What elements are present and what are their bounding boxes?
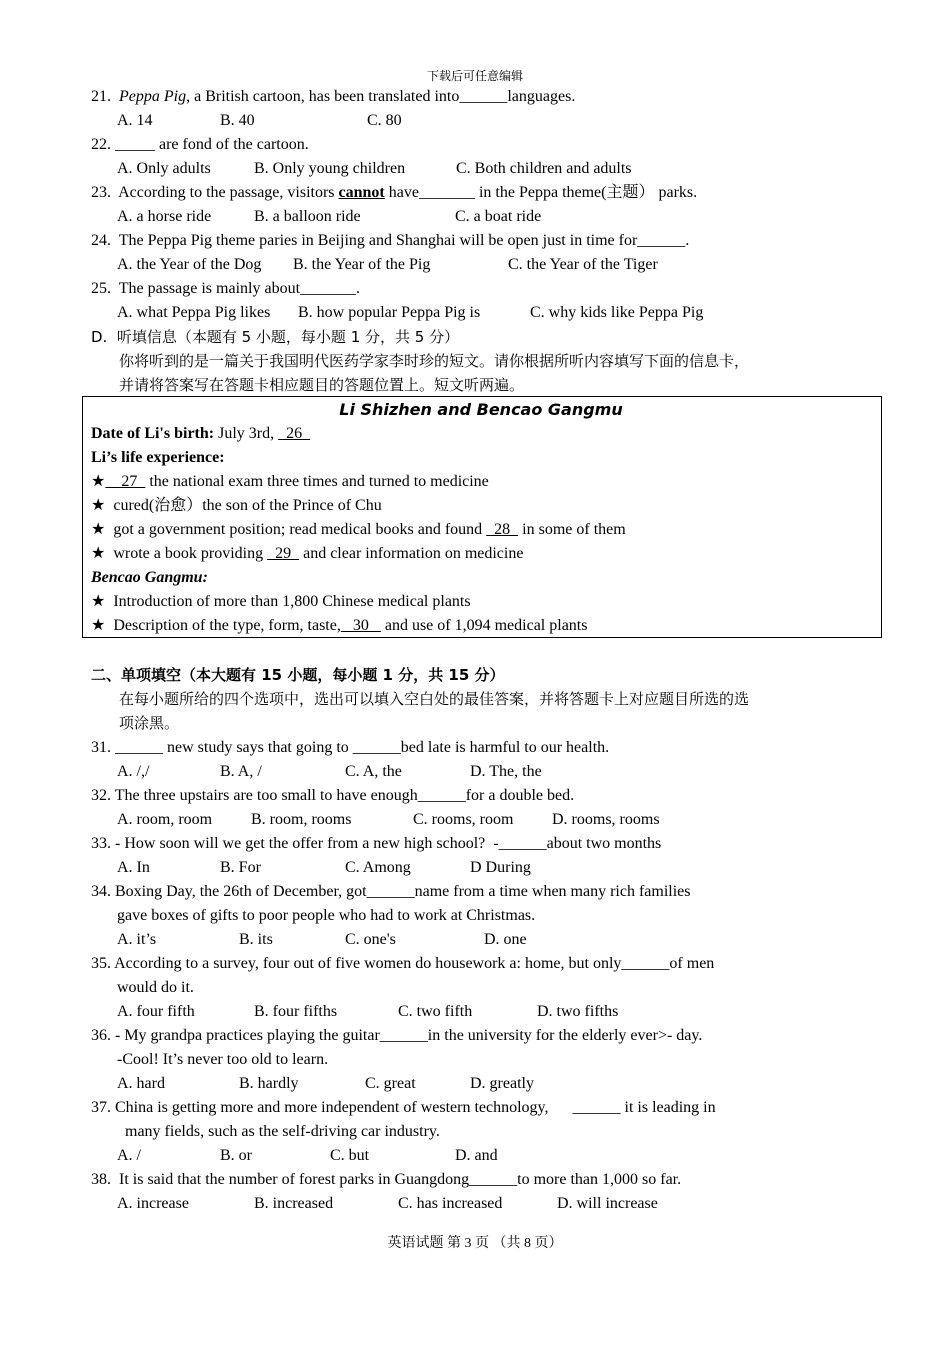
life-label: Li’s life experience: <box>91 449 225 466</box>
option: B. how popular Peppa Pig is <box>298 304 481 321</box>
question-25: 25. The passage is mainly about_______. <box>91 280 361 297</box>
option: A. 14 <box>117 112 153 129</box>
option: C. 80 <box>367 112 402 129</box>
option: A. In <box>117 859 150 876</box>
option: A. Only adults <box>117 160 211 177</box>
option: C. great <box>365 1075 416 1092</box>
book-row-2: ★ Description of the type, form, taste, 30 and use of 1,094 medical plants <box>91 617 588 634</box>
option: A. / <box>117 1147 141 1164</box>
question-33: 33. - How soon will we get the offer from a new high school? -______about two months <box>91 835 662 852</box>
blank-28: 28 <box>486 521 519 538</box>
option: A. hard <box>117 1075 165 1092</box>
section-d-instruction: 并请将答案写在答题卡相应题目的答题位置上。短文听两遍。 <box>119 376 525 394</box>
option: C. the Year of the Tiger <box>508 256 658 273</box>
header-note: 下载后可任意编辑 <box>426 69 523 83</box>
question-35: 35. According to a survey, four out of five women do housework a: home, but only______of men <box>91 955 715 972</box>
question-37: 37. China is getting more and more independent of western technology, ______ it is leading in <box>91 1099 716 1116</box>
question-23: 23. According to the passage, visitors cannot have_______ in the Peppa theme(主题） parks. <box>91 184 698 201</box>
question-21: 21. Peppa Pig, a British cartoon, has been translated into______languages. <box>91 88 576 105</box>
blank-30: 30 <box>340 617 381 634</box>
life-row-1: ★ 27 the national exam three times and turned to medicine <box>91 473 489 490</box>
option: B. room, rooms <box>251 811 352 828</box>
option: B. A, / <box>220 763 262 780</box>
question-34-cont: gave boxes of gifts to poor people who had to work at Christmas. <box>117 907 536 924</box>
option: B. For <box>220 859 261 876</box>
life-row-4: ★ wrote a book providing 29 and clear information on medicine <box>91 545 524 562</box>
section-2-instruction: 在每小题所给的四个选项中，选出可以填入空白处的最佳答案，并将答题卡上对应题目所选的选 <box>119 690 750 708</box>
blank-29: 29 <box>267 545 300 562</box>
option: A. /,/ <box>117 763 150 780</box>
option: C. has increased <box>398 1195 503 1212</box>
star-icon: ★ <box>91 497 106 514</box>
option: B. a balloon ride <box>254 208 361 225</box>
option: C. a boat ride <box>455 208 542 225</box>
birth-row: Date of Li's birth: July 3rd, 26 <box>91 425 311 442</box>
option: D. The, the <box>470 763 542 780</box>
option: D. rooms, rooms <box>552 811 660 828</box>
book-label: Bencao Gangmu: <box>91 569 208 586</box>
star-icon: ★ <box>91 545 106 562</box>
option: C. one's <box>345 931 396 948</box>
star-icon: ★ <box>91 473 106 490</box>
option: A. what Peppa Pig likes <box>117 304 271 321</box>
question-37-cont: many fields, such as the self-driving car industry. <box>125 1123 440 1140</box>
option: D. one <box>484 931 527 948</box>
question-24: 24. The Peppa Pig theme paries in Beijing and Shanghai will be open just in time for______. <box>91 232 690 249</box>
star-icon: ★ <box>91 593 106 610</box>
question-36: 36. - My grandpa practices playing the guitar______in the university for the elderly ever>- day. <box>91 1027 703 1044</box>
section-2-title: 二、单项填空（本大题有 15 小题，每小题 1 分，共 15 分） <box>91 666 505 684</box>
option: C. why kids like Peppa Pig <box>530 304 704 321</box>
option: D. and <box>455 1147 498 1164</box>
section-d-instruction: 你将听到的是一篇关于我国明代医药学家李时珍的短文。请你根据所听内容填写下面的信息卡， <box>119 352 750 370</box>
option: B. increased <box>254 1195 334 1212</box>
option: A. the Year of the Dog <box>117 256 262 273</box>
option: A. it’s <box>117 931 157 948</box>
option: B. or <box>220 1147 252 1164</box>
option: B. the Year of the Pig <box>293 256 431 273</box>
option: B. hardly <box>239 1075 299 1092</box>
option: D. two fifths <box>537 1003 619 1020</box>
question-31: 31. ______ new study says that going to ______bed late is harmful to our health. <box>91 739 610 756</box>
question-36-cont: -Cool! It’s never too old to learn. <box>117 1051 329 1068</box>
question-38: 38. It is said that the number of forest parks in Guangdong______to more than 1,000 so far. <box>91 1171 682 1188</box>
option: C. Among <box>345 859 411 876</box>
option: A. four fifth <box>117 1003 195 1020</box>
question-34: 34. Boxing Day, the 26th of December, got______name from a time when many rich families <box>91 883 691 900</box>
option: C. A, the <box>345 763 402 780</box>
option: B. 40 <box>220 112 255 129</box>
star-icon: ★ <box>91 617 106 634</box>
question-22: 22. _____ are fond of the cartoon. <box>91 136 309 153</box>
option: B. its <box>239 931 273 948</box>
option: C. two fifth <box>398 1003 473 1020</box>
option: A. a horse ride <box>117 208 212 225</box>
option: B. Only young children <box>254 160 406 177</box>
option: D During <box>470 859 531 876</box>
book-row-1: ★ Introduction of more than 1,800 Chinese medical plants <box>91 593 471 610</box>
section-2-instruction: 项涂黑。 <box>119 714 180 732</box>
blank-27: 27 <box>105 473 146 490</box>
life-row-3: ★ got a government position; read medical books and found 28 in some of them <box>91 521 626 538</box>
blank-26: 26 <box>278 425 311 442</box>
option: C. but <box>330 1147 370 1164</box>
section-d-title: D. 听填信息（本题有 5 小题，每小题 1 分，共 5 分） <box>91 328 460 346</box>
option: D. greatly <box>470 1075 534 1092</box>
star-icon: ★ <box>91 521 106 538</box>
option: B. four fifths <box>254 1003 338 1020</box>
life-row-2: ★ cured(治愈）the son of the Prince of Chu <box>91 497 382 514</box>
option: A. increase <box>117 1195 189 1212</box>
question-35-cont: would do it. <box>117 979 194 996</box>
option: C. rooms, room <box>413 811 514 828</box>
page-footer: 英语试题 第 3 页 （共 8 页） <box>387 1236 563 1251</box>
question-32: 32. The three upstairs are too small to have enough______for a double bed. <box>91 787 575 804</box>
option: D. will increase <box>557 1195 658 1212</box>
info-card-title: Li Shizhen and Bencao Gangmu <box>339 400 623 419</box>
option: A. room, room <box>117 811 213 828</box>
option: C. Both children and adults <box>456 160 632 177</box>
